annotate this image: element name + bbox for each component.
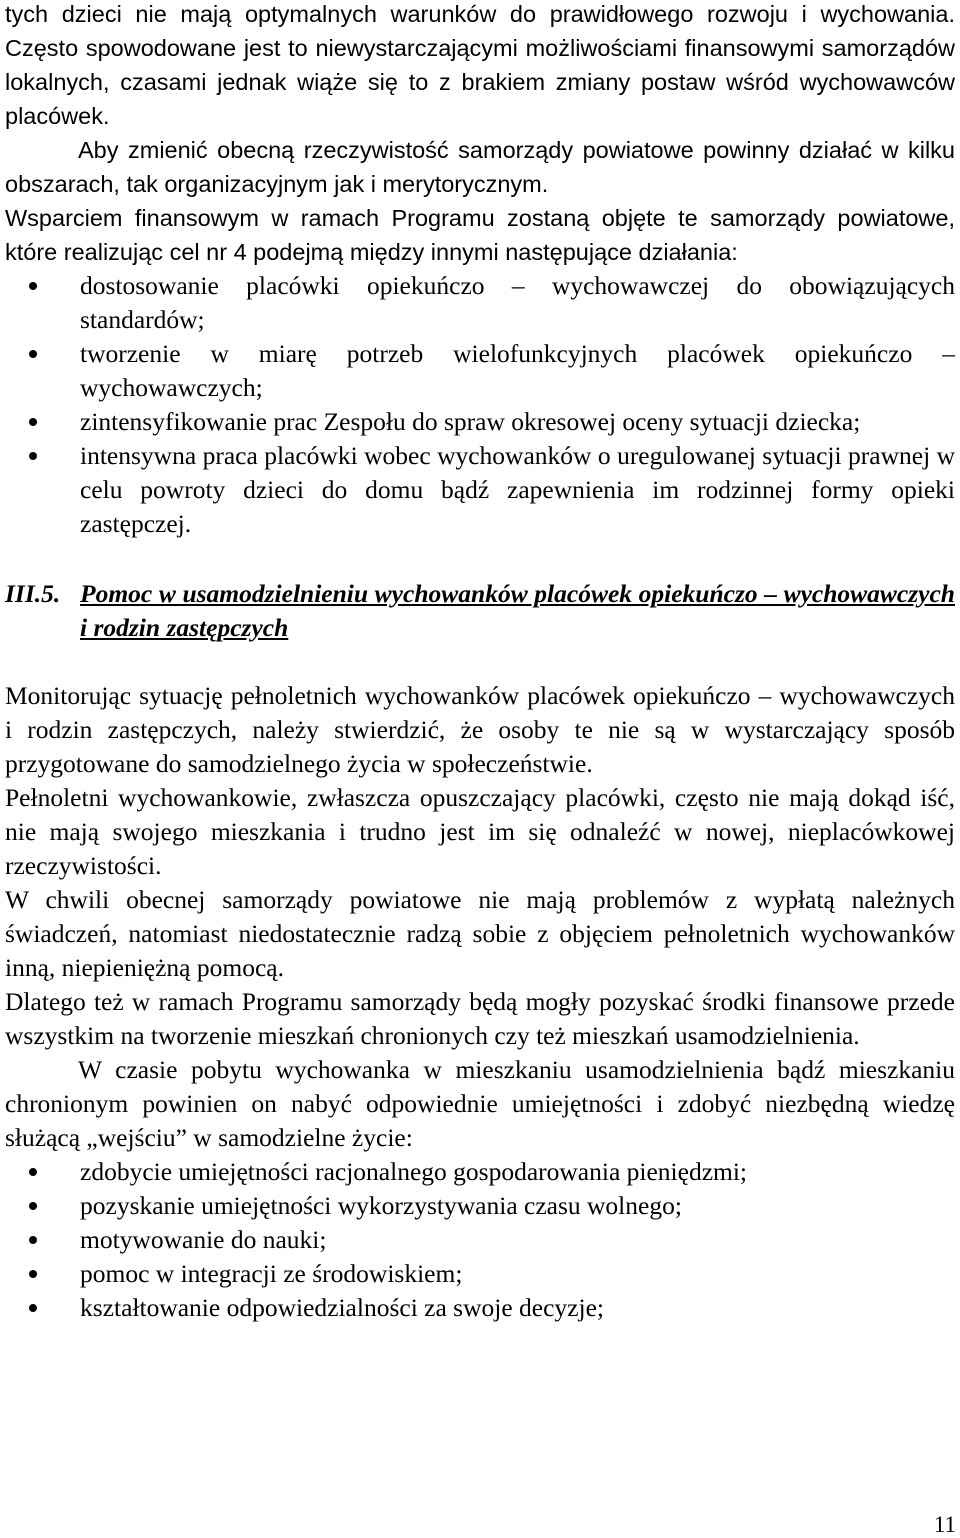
list-item: tworzenie w miarę potrzeb wielofunkcyjnych placówek opiekuńczo – wychowawczych; — [80, 337, 955, 405]
list-item: zintensyfikowanie prac Zespołu do spraw okresowej oceny sytuacji dziecka; — [80, 405, 955, 439]
list-item: intensywna praca placówki wobec wychowanków o uregulowanej sytuacji prawnej w celu powroty dzieci do domu bądź zapewnienia im rodzinnej formy opieki zastępczej. — [80, 439, 955, 541]
actions-list — [5, 269, 955, 541]
list-item: motywowanie do nauki; — [80, 1223, 955, 1257]
paragraph-w-chwili: W chwili obecnej samorządy powiatowe nie mają problemów z wypłatą należnych świadczeń, natomiast niedostatecznie radzą sobie z objęciem pełnoletnich wychowanków inną, niepieniężną pomocą. — [5, 885, 955, 982]
paragraph-monitorujac: Monitorując sytuację pełnoletnich wychowanków placówek opiekuńczo – wychowawczych i rodzin zastępczych, należy stwierdzić, że osoby te nie są w wystarczający sposób przygotowane do samodzielnego życia w społeczeństwie. — [5, 681, 955, 778]
document-page — [5, 0, 955, 1325]
section-number: III.5. — [5, 579, 61, 608]
paragraph-aby: Aby zmienić obecną rzeczywistość samorządy powiatowe powinny działać w kilku obszarach, tak organizacyjnym jak i merytorycznym. — [5, 137, 955, 197]
list-item: pozyskanie umiejętności wykorzystywania czasu wolnego; — [80, 1189, 955, 1223]
page-number: 11 — [933, 1512, 956, 1537]
list-item: dostosowanie placówki opiekuńczo – wychowawczej do obowiązujących standardów; — [80, 269, 955, 337]
list-item: zdobycie umiejętności racjonalnego gospodarowania pieniędzmi; — [80, 1155, 955, 1189]
section-heading — [5, 577, 955, 645]
paragraph-pelnoletni: Pełnoletni wychowankowie, zwłaszcza opuszczający placówki, często nie mają dokąd iść, nie mają swojego mieszkania i trudno jest im się odnaleźć w nowej, nieplacówkowej rzeczywistości. — [5, 783, 955, 880]
paragraph-continued: tych dzieci nie mają optymalnych warunków do prawidłowego rozwoju i wychowania. Często spowodowane jest to niewystarczającymi możliwościami finansowymi samorządów lokalnych, czasami jednak wiąże się to z brakiem zmiany postaw wśród wychowawców placówek. — [5, 1, 955, 129]
list-item: pomoc w integracji ze środowiskiem; — [80, 1257, 955, 1291]
paragraph-w-czasie: W czasie pobytu wychowanka w mieszkaniu usamodzielnienia bądź mieszkaniu chronionym powinien on nabyć odpowiednie umiejętności i zdobyć niezbędną wiedzę służącą „wejściu” w samodzielne życie: — [5, 1055, 955, 1152]
section-title: Pomoc w usamodzielnieniu wychowanków placówek opiekuńczo – wychowawczych i rodzin zastępczych — [80, 579, 955, 642]
list-item: kształtowanie odpowiedzialności za swoje decyzje; — [80, 1291, 955, 1325]
paragraph-wsparciem: Wsparciem finansowym w ramach Programu zostaną objęte te samorządy powiatowe, które realizując cel nr 4 podejmą między innymi następujące działania: — [5, 205, 955, 265]
paragraph-dlatego: Dlatego też w ramach Programu samorządy będą mogły pozyskać środki finansowe przede wszystkim na tworzenie mieszkań chronionych czy też mieszkań usamodzielnienia. — [5, 987, 955, 1050]
skills-list — [5, 1155, 955, 1325]
